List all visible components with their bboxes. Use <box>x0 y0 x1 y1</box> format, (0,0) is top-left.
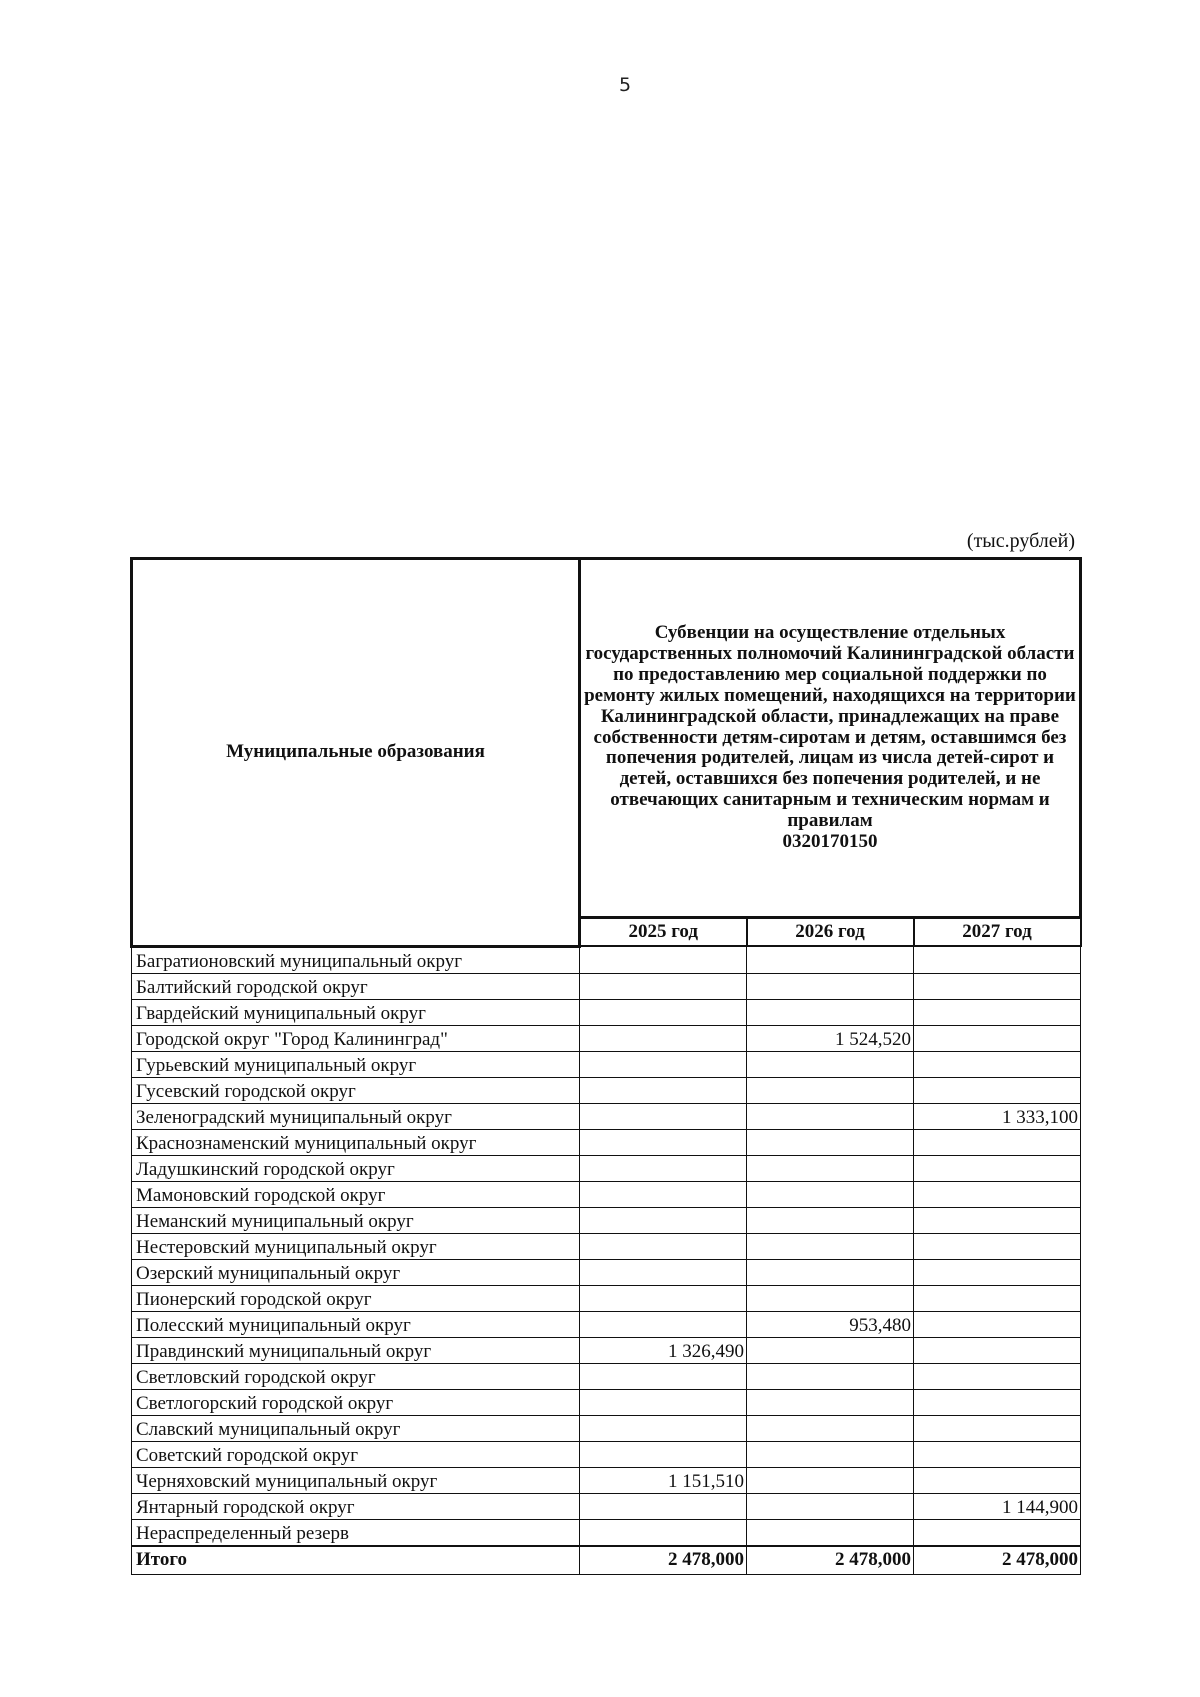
value-2027 <box>914 946 1081 973</box>
municipality-name: Светлогорский городской округ <box>132 1389 580 1415</box>
value-2026 <box>747 946 914 973</box>
table-row <box>132 1415 1081 1441</box>
value-2027 <box>914 1337 1081 1363</box>
value-2025 <box>580 946 747 973</box>
year-2027-header: 2027 год <box>914 918 1081 947</box>
value-2027 <box>914 1441 1081 1467</box>
municipality-name: Пионерский городской округ <box>132 1285 580 1311</box>
units-label: (тыс.рублей) <box>966 530 1075 552</box>
municipality-name: Нестеровский муниципальный округ <box>132 1233 580 1259</box>
value-2025 <box>580 1129 747 1155</box>
municipality-name: Янтарный городской округ <box>132 1493 580 1519</box>
subventions-table <box>130 557 1082 1575</box>
value-2025 <box>580 1077 747 1103</box>
table-row <box>132 1311 1081 1337</box>
value-2026 <box>747 1207 914 1233</box>
table-row <box>132 946 1081 973</box>
value-2026: 953,480 <box>747 1311 914 1337</box>
municipality-name: Правдинский муниципальный округ <box>132 1337 580 1363</box>
value-2025 <box>580 1259 747 1285</box>
value-2027 <box>914 973 1081 999</box>
value-2025: 1 151,510 <box>580 1467 747 1493</box>
subvention-code: 0320170150 <box>782 831 878 852</box>
value-2027 <box>914 1415 1081 1441</box>
year-2026-header: 2026 год <box>747 918 914 947</box>
municipalities-column-header: Муниципальные образования <box>132 559 580 947</box>
table-row <box>132 1129 1081 1155</box>
municipality-name: Ладушкинский городской округ <box>132 1155 580 1181</box>
value-2025: 1 326,490 <box>580 1337 747 1363</box>
municipality-name: Черняховский муниципальный округ <box>132 1467 580 1493</box>
value-2027: 1 333,100 <box>914 1103 1081 1129</box>
value-2027 <box>914 1363 1081 1389</box>
table-row <box>132 1077 1081 1103</box>
value-2027 <box>914 1233 1081 1259</box>
subvention-description-header <box>580 559 1081 918</box>
value-2027 <box>914 1207 1081 1233</box>
value-2025 <box>580 1025 747 1051</box>
value-2026 <box>747 1077 914 1103</box>
table-row <box>132 1337 1081 1363</box>
value-2025 <box>580 1363 747 1389</box>
table-row <box>132 1363 1081 1389</box>
municipality-name: Нераспределенный резерв <box>132 1519 580 1546</box>
table-row <box>132 1467 1081 1493</box>
value-2026 <box>747 999 914 1025</box>
total-2026: 2 478,000 <box>747 1546 914 1575</box>
value-2027 <box>914 1311 1081 1337</box>
value-2025 <box>580 1389 747 1415</box>
value-2025 <box>580 973 747 999</box>
value-2026 <box>747 1259 914 1285</box>
table-row <box>132 1103 1081 1129</box>
municipality-name: Балтийский городской округ <box>132 973 580 999</box>
table-row <box>132 1181 1081 1207</box>
value-2025 <box>580 999 747 1025</box>
value-2025 <box>580 1103 747 1129</box>
value-2025 <box>580 1207 747 1233</box>
value-2027 <box>914 1181 1081 1207</box>
total-label: Итого <box>132 1546 580 1575</box>
value-2025 <box>580 1181 747 1207</box>
table-row <box>132 1493 1081 1519</box>
value-2027 <box>914 1285 1081 1311</box>
value-2025 <box>580 1519 747 1546</box>
value-2027 <box>914 1077 1081 1103</box>
table-row <box>132 1259 1081 1285</box>
municipality-name: Полесский муниципальный округ <box>132 1311 580 1337</box>
value-2027 <box>914 1467 1081 1493</box>
municipality-name: Гвардейский муниципальный округ <box>132 999 580 1025</box>
value-2026 <box>747 1051 914 1077</box>
municipality-name: Багратионовский муниципальный округ <box>132 946 580 973</box>
total-row <box>132 1546 1081 1575</box>
table-row <box>132 1441 1081 1467</box>
value-2025 <box>580 1311 747 1337</box>
table-row <box>132 1285 1081 1311</box>
table-row <box>132 1233 1081 1259</box>
value-2026 <box>747 1337 914 1363</box>
table-row <box>132 1155 1081 1181</box>
value-2026 <box>747 1181 914 1207</box>
value-2025 <box>580 1155 747 1181</box>
value-2027: 1 144,900 <box>914 1493 1081 1519</box>
value-2026 <box>747 1129 914 1155</box>
table-row <box>132 973 1081 999</box>
value-2027 <box>914 1051 1081 1077</box>
value-2027 <box>914 1259 1081 1285</box>
municipality-name: Гурьевский муниципальный округ <box>132 1051 580 1077</box>
value-2025 <box>580 1493 747 1519</box>
total-2027: 2 478,000 <box>914 1546 1081 1575</box>
table-header-row <box>132 559 1081 918</box>
value-2025 <box>580 1051 747 1077</box>
value-2027 <box>914 1129 1081 1155</box>
value-2026 <box>747 1285 914 1311</box>
municipality-name: Зеленоградский муниципальный округ <box>132 1103 580 1129</box>
table-row <box>132 1519 1081 1546</box>
total-2025: 2 478,000 <box>580 1546 747 1575</box>
value-2026 <box>747 1155 914 1181</box>
value-2026 <box>747 973 914 999</box>
value-2027 <box>914 1155 1081 1181</box>
municipality-name: Советский городской округ <box>132 1441 580 1467</box>
page-number: 5 <box>618 74 632 96</box>
municipality-name: Светловский городской округ <box>132 1363 580 1389</box>
value-2026 <box>747 1233 914 1259</box>
value-2026 <box>747 1103 914 1129</box>
table-row <box>132 999 1081 1025</box>
value-2026 <box>747 1363 914 1389</box>
value-2026 <box>747 1519 914 1546</box>
value-2026 <box>747 1441 914 1467</box>
table-row <box>132 1207 1081 1233</box>
municipality-name: Краснознаменский муниципальный округ <box>132 1129 580 1155</box>
value-2026 <box>747 1415 914 1441</box>
value-2027 <box>914 1389 1081 1415</box>
value-2026 <box>747 1389 914 1415</box>
value-2026 <box>747 1467 914 1493</box>
value-2027 <box>914 1519 1081 1546</box>
municipality-name: Неманский муниципальный округ <box>132 1207 580 1233</box>
year-2025-header: 2025 год <box>580 918 747 947</box>
municipality-name: Городской округ "Город Калининград" <box>132 1025 580 1051</box>
value-2025 <box>580 1415 747 1441</box>
subvention-description-text: Субвенции на осуществление отдельных государственных полномочий Калининградской области по предоставлению мер социальной поддержки по ремонту жилых помещений, находящихся на территории Калининградской области, принадлежащих на праве собственности детям-сиротам и детям, оставшимся без попечения родителей, лицам из числа детей-сирот и детей, оставшихся без попечения родителей, и не отвечающих санитарным и техническим нормам и правилам <box>584 622 1076 832</box>
value-2027 <box>914 1025 1081 1051</box>
value-2027 <box>914 999 1081 1025</box>
value-2025 <box>580 1441 747 1467</box>
municipality-name: Озерский муниципальный округ <box>132 1259 580 1285</box>
table-row <box>132 1025 1081 1051</box>
value-2025 <box>580 1285 747 1311</box>
value-2026 <box>747 1493 914 1519</box>
value-2025 <box>580 1233 747 1259</box>
municipality-name: Гусевский городской округ <box>132 1077 580 1103</box>
table-row <box>132 1389 1081 1415</box>
municipality-name: Славский муниципальный округ <box>132 1415 580 1441</box>
value-2026: 1 524,520 <box>747 1025 914 1051</box>
municipality-name: Мамоновский городской округ <box>132 1181 580 1207</box>
table-row <box>132 1051 1081 1077</box>
